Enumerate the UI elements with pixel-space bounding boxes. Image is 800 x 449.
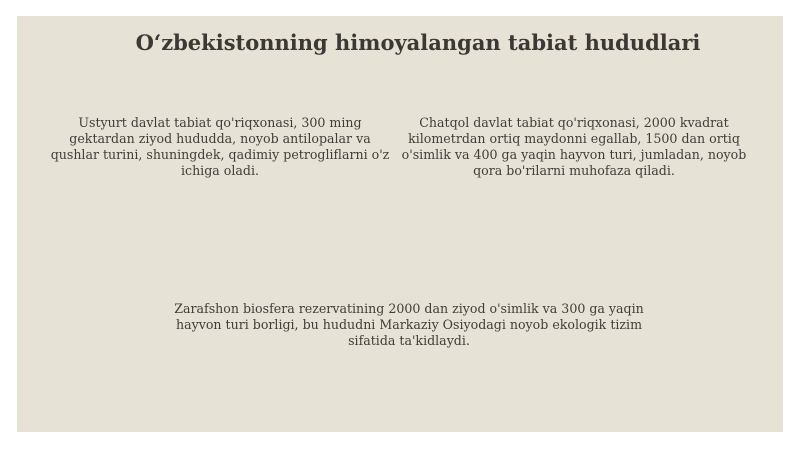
slide-title: O‘zbekistonning himoyalangan tabiat hududlari: [135, 30, 701, 55]
paragraph-chatqol: Chatqol davlat tabiat qo'riqxonasi, 2000 kvadrat kilometrdan ortiq maydonni egallab, 1500 dan ortiq o'simlik va 400 ga yaqin hayvon turi, jumladan, noyob qora bo'rilarni muhofaza qiladi.: [401, 115, 747, 178]
slide: [17, 16, 783, 432]
paragraph-zarafshon: Zarafshon biosfera rezervatining 2000 dan ziyod o'simlik va 300 ga yaqin hayvon turi borligi, bu hududni Markaziy Osiyodagi noyob ekologik tizim sifatida ta'kidlaydi.: [174, 301, 644, 348]
paragraph-ustyurt: Ustyurt davlat tabiat qo'riqxonasi, 300 ming gektardan ziyod hududda, noyob antilopalar va qushlar turini, shuningdek, qadimiy petrogliflarni o'z ichiga oladi.: [50, 115, 390, 178]
